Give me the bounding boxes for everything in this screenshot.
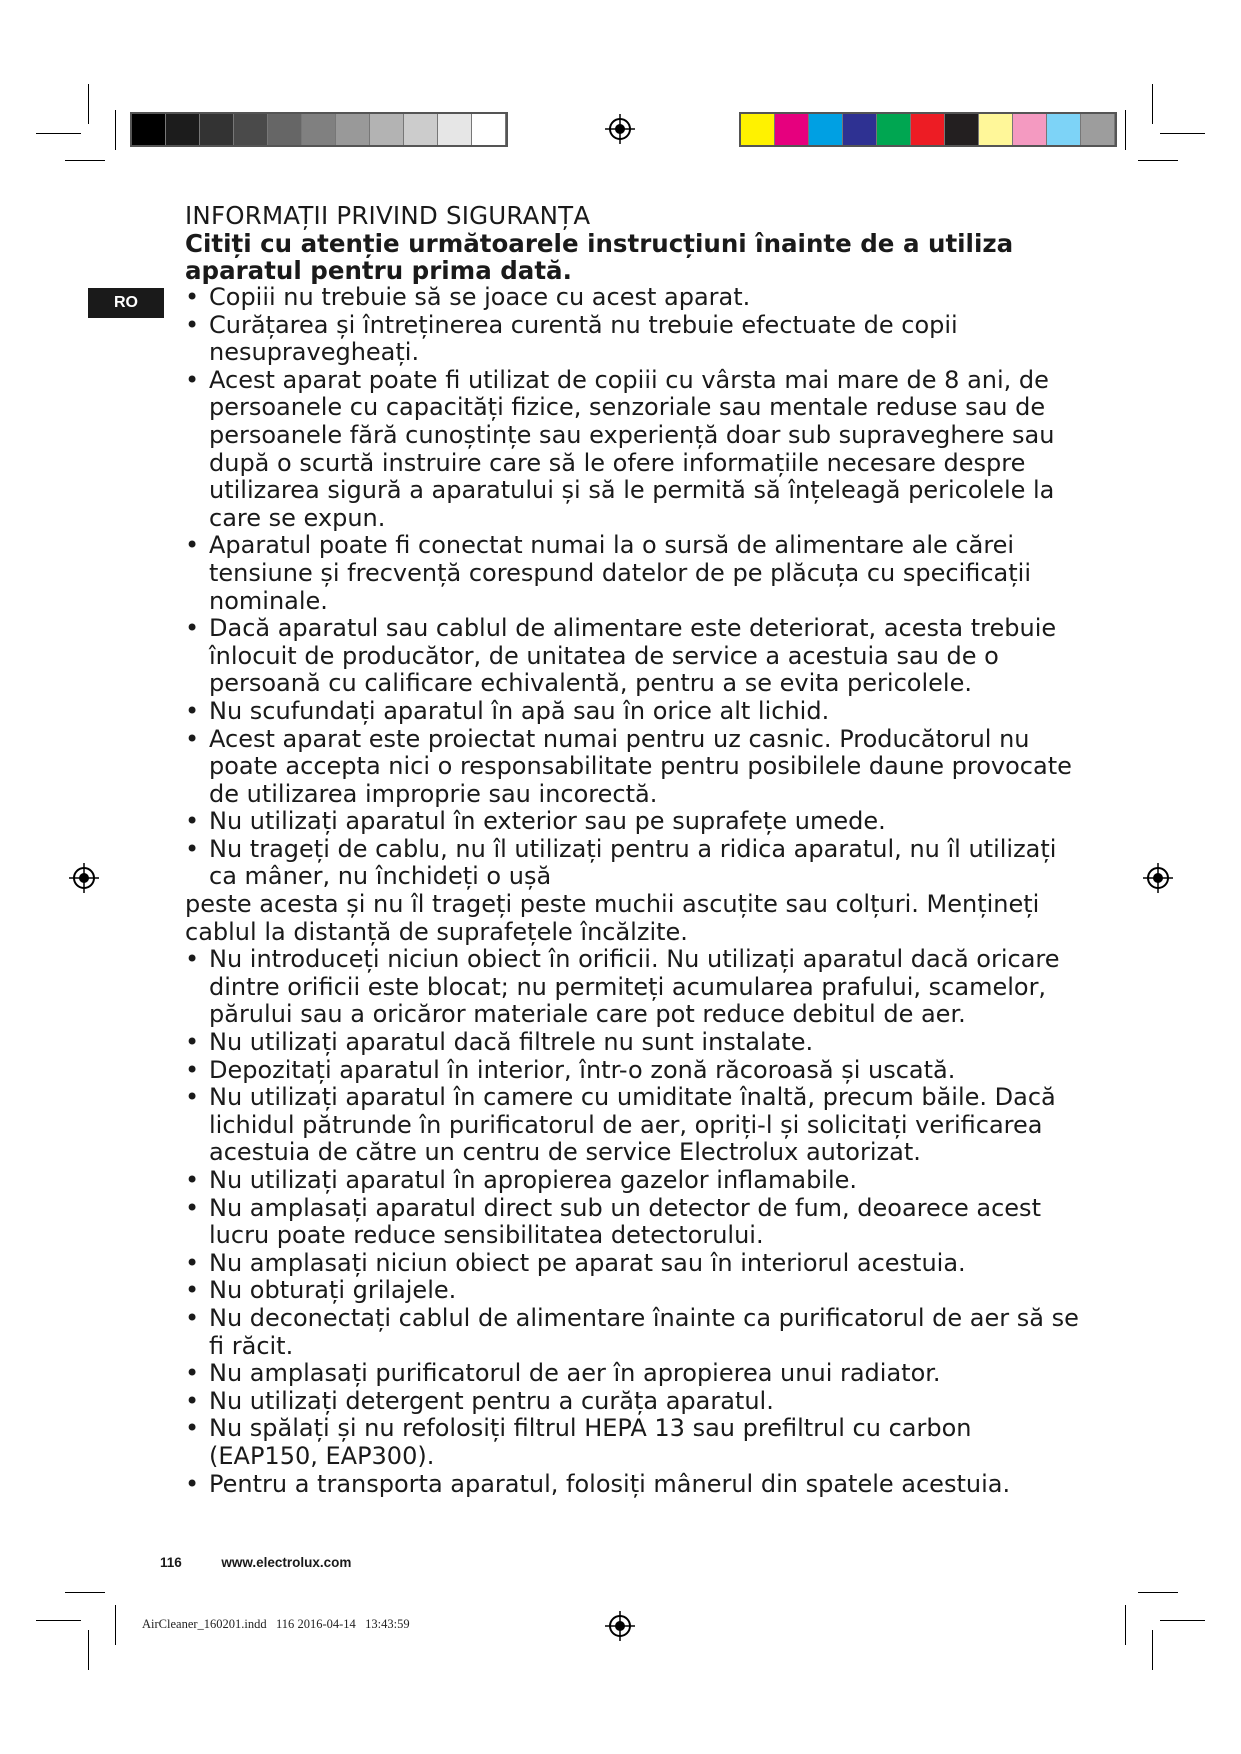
safety-list-item: • Nu utilizați aparatul în apropierea gazelor inflamabile. [185, 1167, 1085, 1195]
color-swatch [843, 114, 877, 145]
crop-mark [1152, 84, 1153, 124]
intro-warning: Citiți cu atenție următoarele instrucțiuni înainte de a utiliza aparatul pentru prima dată. [185, 229, 1014, 285]
safety-list-item: • Copiii nu trebuie să se joace cu acest aparat. [185, 284, 1085, 312]
color-swatch [472, 114, 506, 145]
color-swatch [132, 114, 166, 145]
crop-mark [1160, 133, 1205, 134]
color-swatch [370, 114, 404, 145]
color-swatch [877, 114, 911, 145]
crop-mark [88, 1630, 89, 1670]
crop-mark [65, 160, 105, 161]
crop-mark [1125, 1605, 1126, 1645]
safety-list [185, 284, 1085, 1498]
safety-list-item: • Curățarea și întreținerea curentă nu trebuie efectuate de copii nesupravegheați. [185, 312, 1085, 367]
crop-mark [36, 133, 81, 134]
safety-list-item: • Nu utilizați detergent pentru a curăța aparatul. [185, 1388, 1085, 1416]
section-title: INFORMAȚII PRIVIND SIGURANȚA [185, 201, 591, 230]
crop-mark [88, 84, 89, 124]
safety-list-item: • Nu utilizați aparatul în exterior sau pe suprafețe umede. [185, 808, 1085, 836]
color-swatch [911, 114, 945, 145]
color-swatch [775, 114, 809, 145]
color-swatch [1081, 114, 1115, 145]
safety-list-item: • Nu scufundați aparatul în apă sau în orice alt lichid. [185, 698, 1085, 726]
crop-mark [65, 1592, 105, 1593]
color-swatch [1013, 114, 1047, 145]
crop-mark [36, 1620, 81, 1621]
crop-mark [1152, 1630, 1153, 1670]
safety-list-item: • Aparatul poate fi conectat numai la o sursă de alimentare ale cărei tensiune și frecvență corespund datelor de pe plăcuța cu specificații nominale. [185, 532, 1085, 615]
slug-file: AirCleaner_160201.indd [142, 1617, 267, 1631]
safety-list-item: • Nu trageți de cablu, nu îl utilizați pentru a ridica aparatul, nu îl utilizați ca mâner, nu închideți o ușă [185, 836, 1085, 891]
safety-list-item: • Nu utilizați aparatul dacă filtrele nu sunt instalate. [185, 1029, 1085, 1057]
color-swatch [741, 114, 775, 145]
color-swatch [336, 114, 370, 145]
crop-mark [1160, 1620, 1205, 1621]
color-swatch [268, 114, 302, 145]
safety-list-item: peste acesta și nu îl trageți peste muchii ascuțite sau colțuri. Mențineți cablul la distanță de suprafețele încălzite. [185, 890, 1040, 946]
crop-mark [1138, 1592, 1178, 1593]
safety-list-item: • Acest aparat este proiectat numai pentru uz casnic. Producătorul nu poate accepta nici o responsabilitate pentru posibilele daune provocate de utilizarea improprie sau incorectă. [185, 726, 1085, 809]
color-swatch [302, 114, 336, 145]
website-link: www.electrolux.com [221, 1555, 352, 1570]
registration-mark-icon [605, 114, 635, 144]
page-footer [160, 1555, 351, 1570]
safety-list-item: • Nu spălați și nu refolosiți filtrul HEPA 13 sau prefiltrul cu carbon (EAP150, EAP300). [185, 1415, 1085, 1470]
safety-list-item: • Depozitați aparatul în interior, într-o zonă răcoroasă și uscată. [185, 1057, 1085, 1085]
color-swatch [166, 114, 200, 145]
registration-mark-icon [69, 863, 99, 893]
safety-list-item: • Nu introduceți niciun obiect în orificii. Nu utilizați aparatul dacă oricare dintre orificii este blocat; nu permiteți acumularea prafului, scamelor, părului sau a oricăror materiale care pot reduce debitul de aer. [185, 946, 1085, 1029]
safety-list-item: • Nu amplasați aparatul direct sub un detector de fum, deoarece acest lucru poate reduce sensibilitatea detectorului. [185, 1195, 1085, 1250]
safety-list-item: • Nu amplasați purificatorul de aer în apropierea unui radiator. [185, 1360, 1085, 1388]
color-swatch [979, 114, 1013, 145]
color-swatch [945, 114, 979, 145]
page-number: 116 [160, 1555, 182, 1570]
safety-list-item: • Nu obturați grilajele. [185, 1277, 1085, 1305]
safety-list-item: • Nu utilizați aparatul în camere cu umiditate înaltă, precum băile. Dacă lichidul pătrunde în purificatorul de aer, opriți-l și solicitați verificarea acestuia de către un centru de service Electrolux autorizat. [185, 1084, 1085, 1167]
color-swatch [1047, 114, 1081, 145]
print-slug [142, 1617, 410, 1632]
color-swatch [404, 114, 438, 145]
color-swatch [234, 114, 268, 145]
language-tab: RO [88, 288, 164, 318]
safety-list-item: • Nu deconectați cablul de alimentare înainte ca purificatorul de aer să se fi răcit. [185, 1305, 1085, 1360]
process-color-bar [739, 112, 1117, 147]
color-swatch [438, 114, 472, 145]
crop-mark [1125, 110, 1126, 150]
grayscale-color-bar [130, 112, 508, 147]
slug-date: 2016-04-14 [297, 1617, 356, 1631]
crop-mark [1138, 160, 1178, 161]
crop-mark [115, 110, 116, 150]
safety-list-item: • Pentru a transporta aparatul, folosiți mânerul din spatele acestuia. [185, 1471, 1085, 1499]
slug-page: 116 [276, 1617, 295, 1631]
safety-list-item: • Acest aparat poate fi utilizat de copiii cu vârsta mai mare de 8 ani, de persoanele cu capacități fizice, senzoriale sau mentale reduse sau de persoanele fără cunoștințe sau experiență doar sub supraveghere sau după o scurtă instruire care să le ofere informațiile necesare despre utilizarea sigură a aparatului și să le permită să înțeleagă pericolele la care se expun. [185, 367, 1085, 533]
safety-list-item: • Dacă aparatul sau cablul de alimentare este deteriorat, acesta trebuie înlocuit de producător, de unitatea de service a acestuia sau de o persoană cu calificare echivalentă, pentru a se evita pericolele. [185, 615, 1085, 698]
registration-mark-icon [605, 1611, 635, 1641]
safety-list-item: • Nu amplasați niciun obiect pe aparat sau în interiorul acestuia. [185, 1250, 1085, 1278]
slug-time: 13:43:59 [365, 1617, 410, 1631]
safety-information-section [185, 202, 1085, 1498]
crop-mark [115, 1605, 116, 1645]
color-swatch [809, 114, 843, 145]
color-swatch [200, 114, 234, 145]
registration-mark-icon [1143, 863, 1173, 893]
